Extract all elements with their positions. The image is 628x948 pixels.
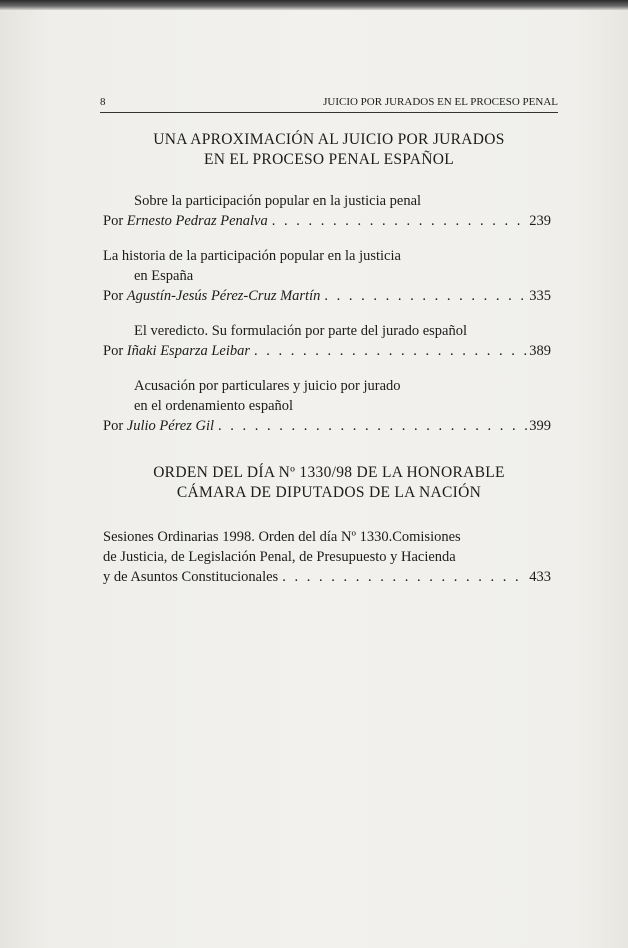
scan-edge	[0, 0, 628, 10]
entry-author: Ernesto Pedraz Penalva	[126, 213, 268, 229]
entry-byline	[103, 286, 551, 306]
entry-title: Sobre la participación popular en la justicia penal	[134, 193, 422, 209]
running-head	[100, 96, 558, 108]
entry-by: Por	[103, 213, 124, 229]
entry-author: Iñaki Esparza Leibar	[126, 343, 251, 359]
toc-entry	[103, 246, 551, 306]
entry-page: 239	[529, 213, 551, 229]
toc-entry-sesiones	[103, 527, 551, 587]
entry-author: Julio Pérez Gil	[126, 418, 215, 434]
entry-byline	[103, 341, 551, 361]
toc-entry	[103, 321, 551, 361]
entry-text-line-2: de Justicia, de Legislación Penal, de Presupuesto y Hacienda	[103, 549, 456, 565]
section-title-2	[100, 463, 558, 503]
section-title-1-line-2: EN EL PROCESO PENAL ESPAÑOL	[203, 151, 455, 168]
entry-title-cont: en el ordenamiento español	[134, 398, 294, 414]
section-title-2-line-1: ORDEN DEL DÍA Nº 1330/98 DE LA HONORABLE	[153, 464, 505, 481]
entry-byline	[103, 416, 551, 436]
entry-byline	[103, 211, 551, 231]
leader-dots	[268, 211, 528, 231]
entry-author: Agustín-Jesús Pérez-Cruz Martín	[126, 288, 321, 304]
toc-entries	[103, 191, 551, 451]
leader-dots	[320, 286, 527, 306]
entry-title: Acusación por particulares y juicio por jurado	[134, 378, 401, 394]
page-number: 8	[100, 96, 106, 108]
entry-title: La historia de la participación popular en la justicia	[103, 248, 401, 264]
entry-by: Por	[103, 418, 124, 434]
toc-entry	[103, 376, 551, 436]
entry-title-cont: en España	[134, 268, 194, 284]
entry-by: Por	[103, 343, 124, 359]
running-title: JUICIO POR JURADOS EN EL PROCESO PENAL	[323, 96, 558, 108]
header-rule	[100, 112, 558, 113]
entry-text-line-1: Sesiones Ordinarias 1998. Orden del día Nº 1330.Comisiones	[103, 529, 461, 545]
section-title-1-line-1: UNA APROXIMACIÓN AL JUICIO POR JURADOS	[153, 131, 505, 148]
section-title-1	[100, 130, 558, 170]
toc-entry	[103, 191, 551, 231]
entry-page: 433	[529, 569, 551, 585]
entry-byline	[103, 567, 551, 587]
entry-by: Por	[103, 288, 124, 304]
entry-page: 389	[529, 343, 551, 359]
entry-title: El veredicto. Su formulación por parte del jurado español	[134, 323, 467, 339]
section-title-2-line-2: CÁMARA DE DIPUTADOS DE LA NACIÓN	[176, 484, 482, 501]
leader-dots	[214, 416, 527, 436]
leader-dots	[250, 341, 527, 361]
leader-dots	[278, 567, 527, 587]
entry-text-line-3: y de Asuntos Constitucionales	[103, 569, 279, 585]
entry-page: 335	[529, 288, 551, 304]
entry-page: 399	[529, 418, 551, 434]
